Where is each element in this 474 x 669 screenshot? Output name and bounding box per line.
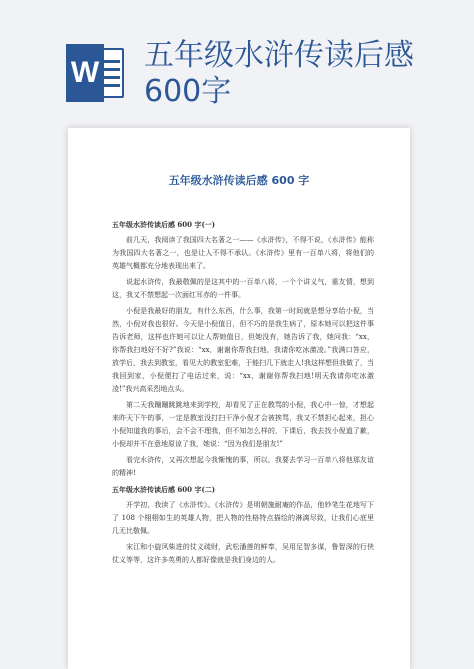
section-2 xyxy=(112,483,374,567)
word-icon-line xyxy=(102,68,120,71)
word-document-icon xyxy=(66,44,124,102)
paragraph: 宋江和小旋风柴进的仗义疏财，武松潘莲的鲜奉，吴用足智多谋，鲁智深的行侠仗义等等，这许多英勇的人都好像就是我们身边的人。 xyxy=(112,543,374,564)
word-icon-line xyxy=(102,76,120,79)
paragraph: 说起水浒传，我最敬佩的是这其中的一百单八将，一个个讲义气，重友情，想到这，我又不禁想起一次面红耳赤的一件事。 xyxy=(112,278,374,299)
paragraph: 第二天我蹦蹦跳跳地来到学校，却看见了正在教骂的小倪，我心中一惊，才想起来昨天下午的事，一定是教室没打扫干净小倪才会被挨骂，我又不禁担心起来，担心小倪知道我的事后，会不会不理我，但不知怎么样的，下课后，我去找小倪道了歉，小倪却并不在意地原谅了我，她说：“因为我们是朋友!” xyxy=(112,401,374,448)
document-page xyxy=(68,128,410,669)
section-1 xyxy=(112,218,374,396)
banner xyxy=(0,0,474,128)
word-icon-letter: W xyxy=(66,44,104,102)
section-1-continued xyxy=(112,399,374,480)
document-title: 五年级水浒传读后感 600 字 xyxy=(168,174,310,187)
paragraph: 小倪是我最好的朋友，有什么东西，什么事，我第一时间就是想分享给小倪，当然，小倪对我也很好。今天是小倪值日，但不巧的是我生病了，原本她可以把这件事告诉老师，这样也许她可以让人帮她值日，但她没有，她告诉了我，她问我：“xx，你帮我扫地好不好?”我说：“xx，谢谢你帮我扫地，我请你吃冰激凌。”我满口答应，放学后，我去到教室，看见大的教室犯难，于能扫几下就走人!我这样想但我做了，当我回到家，小倪便打了电话过来，说：“xx，谢谢你帮我扫地!明天我请你吃冰激凌!”我兴高采烈地点头。 xyxy=(112,307,374,393)
word-icon-line xyxy=(102,84,120,87)
paragraph: 前几天，我阅读了我国四大名著之一——《水浒传》，不得不说，《水浒传》能称为我国四大名著之一，也是让人不得不承认。《水浒传》里有一百单八将，将他们的英雄气概都充分地表现出来了。 xyxy=(112,236,374,270)
document-content xyxy=(112,218,374,570)
section-heading: 五年级水浒传读后感 600 字(二) xyxy=(112,485,216,494)
paragraph: 看完水浒传，又再次想起今我惭愧的事，所以，我要去学习一百单八将他那友谊的精神! xyxy=(112,456,374,477)
section-heading: 五年级水浒传读后感 600 字(一) xyxy=(112,220,216,229)
paragraph: 开学初，我读了《水浒传》。《水浒传》是明朝施耐庵的作品，他妙笔生花地写下了 108 个栩栩如生的英雄人物，把人物的性格特点描绘的淋漓尽致，让我们心底里几无比敬佩。 xyxy=(112,501,374,535)
word-icon-line xyxy=(102,60,120,63)
banner-title: 五年级水浒传读后感600字 xyxy=(144,38,414,109)
